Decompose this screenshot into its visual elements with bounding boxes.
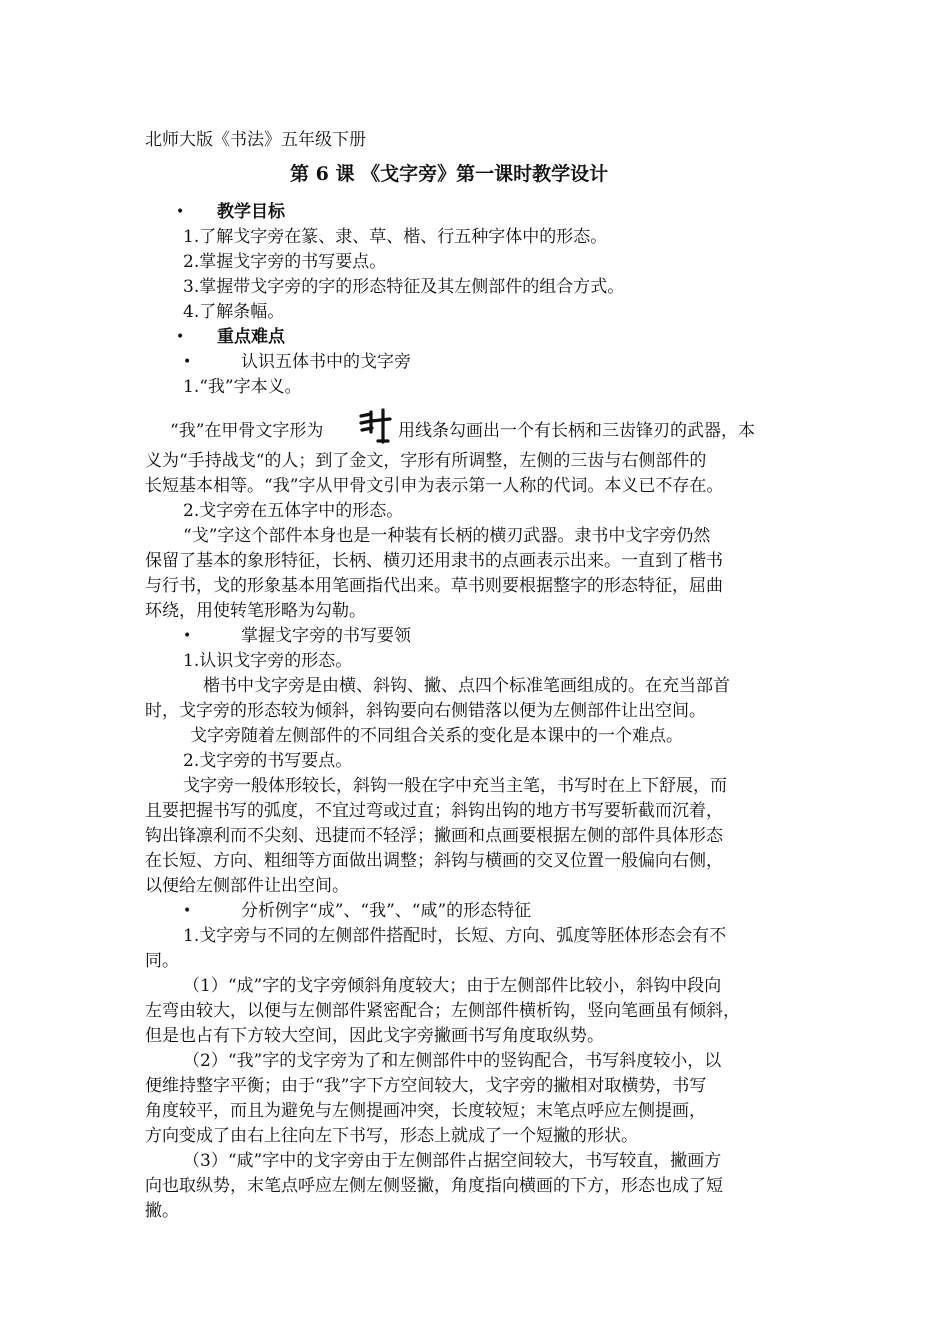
- paragraph-line: “我”在甲骨文字形为: [170, 421, 324, 441]
- paragraph-line: 在长短、方向、粗细等方面做出调整；斜钩与横画的交叉位置一般偏向右侧，: [145, 851, 723, 871]
- paragraph-line: 便维持整字平衡；由于“我”字下方空间较大，戈字旁的撇相对取横势，书写: [145, 1076, 707, 1096]
- paragraph-line: 与行书，戈的形象基本用笔画指代出来。草书则要根据整字的形态特征，屈曲: [145, 576, 723, 596]
- document-header: 北师大版《书法》五年级下册: [145, 130, 366, 150]
- paragraph-line: “戈”字这个部件本身也是一种装有长柄的横刃武器。隶书中戈字旁仍然: [183, 526, 711, 546]
- goal-item: 2.掌握戈字旁的书写要点。: [183, 252, 387, 272]
- list-item: 同。: [145, 951, 179, 971]
- paragraph-line: 角度较平，而且为避免与左侧提画冲突，长度较短；末笔点呼应左侧提画，: [145, 1101, 706, 1121]
- paragraph-line: （3）“咸”字中的戈字旁由于左侧部件占据空间较大，书写较直，撇画方: [183, 1151, 722, 1171]
- bullet-icon: •: [183, 628, 192, 644]
- subsection-heading: 认识五体书中的戈字旁: [241, 352, 411, 372]
- paragraph-line: 钩出锋凛利而不尖刻、迅捷而不轻浮；撇画和点画要根据左侧的部件具体形态: [145, 826, 723, 846]
- paragraph-line: （2）“我”字的戈字旁为了和左侧部件中的竖钩配合，书写斜度较小，以: [183, 1051, 722, 1071]
- paragraph-line: 撇。: [145, 1201, 179, 1221]
- paragraph-line: （1）“成”字的戈字旁倾斜角度较大；由于左侧部件比较小，斜钩中段向: [183, 976, 722, 996]
- paragraph-line: 环绕，用使转笔形略为勾勒。: [145, 601, 366, 621]
- paragraph-line: 方向变成了由右上往向左下书写，形态上就成了一个短撇的形状。: [145, 1126, 638, 1146]
- list-item: 1.戈字旁与不同的左侧部件搭配时，长短、方向、弧度等胚体形态会有不: [183, 926, 727, 946]
- document-title: 第 6 课 《戈字旁》第一课时教学设计: [290, 163, 609, 185]
- list-item: 1.“我”字本义。: [183, 377, 302, 397]
- paragraph-line: 长短基本相等。“我”字从甲骨文引申为表示第一人称的代词。本义已不存在。: [145, 476, 724, 496]
- paragraph-line: 用线条勾画出一个有长柄和三齿锋刃的武器，本: [398, 421, 755, 441]
- section-heading-key-points: 重点难点: [217, 327, 285, 347]
- oracle-bone-wo-icon: [357, 408, 393, 444]
- paragraph-line: 保留了基本的象形特征，长柄、横刃还用隶书的点画表示出来。一直到了楷书: [145, 551, 723, 571]
- paragraph-line: 向也取纵势，末笔点呼应左侧左侧竖撇，角度指向横画的下方，形态也成了短: [145, 1176, 723, 1196]
- section-heading-goals: 教学目标: [217, 202, 285, 222]
- paragraph-line: 以便给左侧部件让出空间。: [145, 876, 349, 896]
- goal-item: 1.了解戈字旁在篆、隶、草、楷、行五种字体中的形态。: [183, 227, 608, 247]
- bullet-icon: •: [176, 204, 185, 220]
- list-item: 2.戈字旁的书写要点。: [183, 751, 353, 771]
- goal-item: 4.了解条幅。: [183, 302, 285, 322]
- subsection-heading: 掌握戈字旁的书写要领: [241, 626, 411, 646]
- bullet-icon: •: [176, 329, 185, 345]
- subsection-heading: 分析例字“成”、“我”、“咸”的形态特征: [241, 901, 532, 921]
- bullet-icon: •: [183, 903, 192, 919]
- bullet-icon: •: [183, 354, 192, 370]
- paragraph-line: 且要把握书写的弧度，不宜过弯或过直；斜钩出钩的地方书写要斩截而沉着，: [145, 801, 723, 821]
- goal-item: 3.掌握带戈字旁的字的形态特征及其左侧部件的组合方式。: [183, 277, 625, 297]
- paragraph-line: 戈字旁随着左侧部件的不同组合关系的变化是本课中的一个难点。: [190, 726, 683, 746]
- paragraph-line: 戈字旁一般体形较长，斜钩一般在字中充当主笔，书写时在上下舒展，而: [183, 776, 727, 796]
- paragraph-line: 时，戈字旁的形态较为倾斜，斜钩要向右侧错落以便为左侧部件让出空间。: [145, 701, 706, 721]
- paragraph-line: 左弯由较大，以便与左侧部件紧密配合；左侧部件横析钩，竖向笔画虽有倾斜，: [145, 1001, 740, 1021]
- paragraph-line: 但是也占有下方较大空间，因此戈字旁撇画书写角度取纵势。: [145, 1026, 604, 1046]
- list-item: 1.认识戈字旁的形态。: [183, 651, 353, 671]
- paragraph-line: 楷书中戈字旁是由横、斜钩、撇、点四个标准笔画组成的。在充当部首: [203, 676, 730, 696]
- list-item: 2.戈字旁在五体字中的形态。: [183, 501, 404, 521]
- paragraph-line: 义为“手持战戈“的人；到了金文，字形有所调整，左侧的三齿与右侧部件的: [145, 451, 707, 471]
